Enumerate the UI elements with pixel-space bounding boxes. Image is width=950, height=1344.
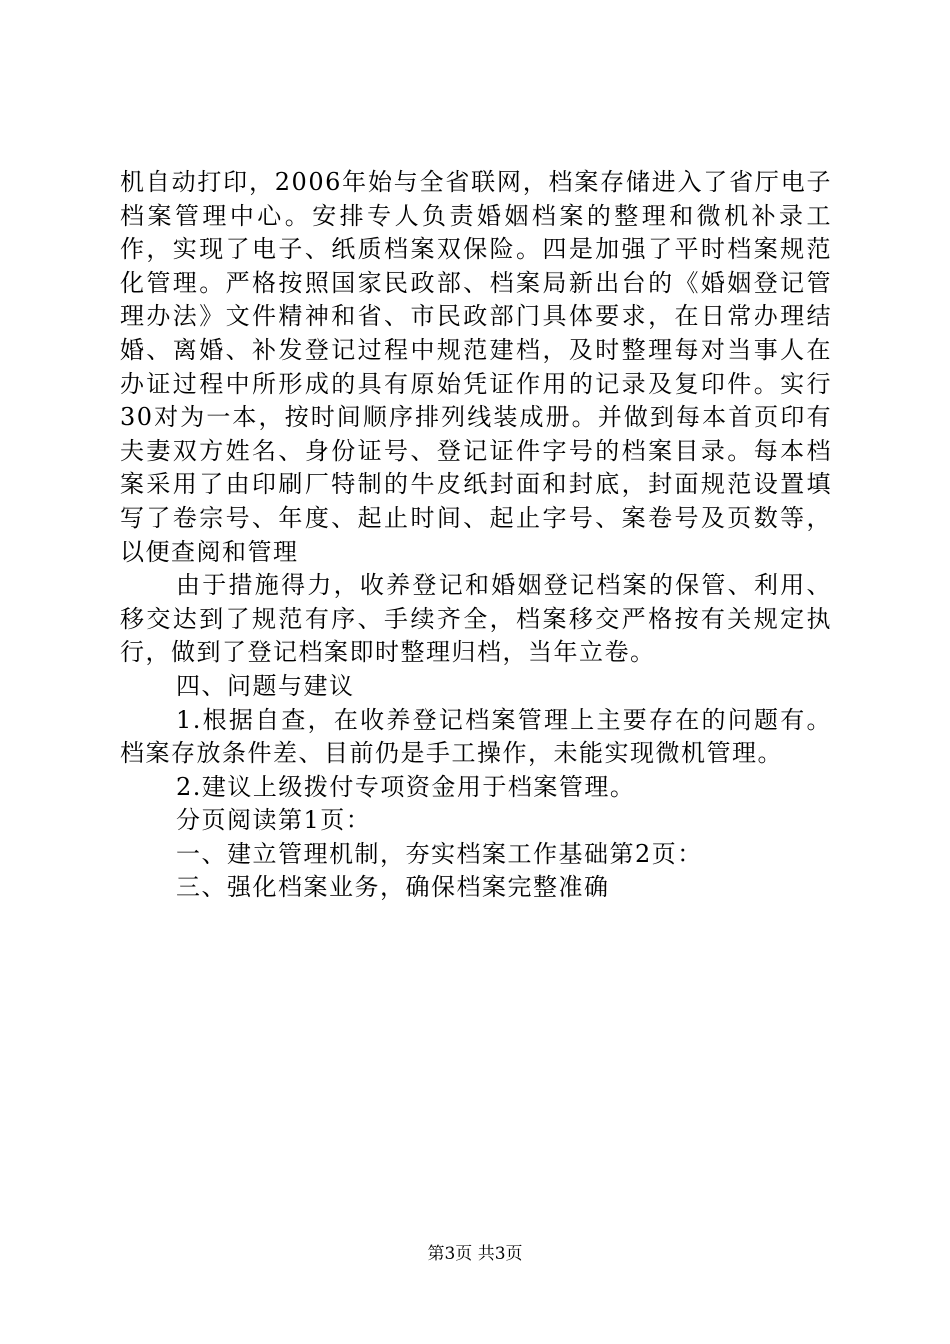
section-heading-problems: 四、问题与建议 bbox=[176, 671, 355, 700]
paragraph-measures-effective: 由于措施得力，收养登记和婚姻登记档案的保管、利用、移交达到了规范有序、手续齐全，档案移交严格按有关规定执行，做到了登记档案即时整理归档，当年立卷。 bbox=[120, 571, 832, 667]
paragraph-archive-management: 机自动打印，2006年始与全省联网，档案存储进入了省厅电子档案管理中心。安排专人负责婚姻档案的整理和微机补录工作，实现了电子、纸质档案双保险。四是加强了平时档案规范化管理。严格按照国家民政部、档案局新出台的《婚姻登记管理办法》文件精神和省、市民政部门具体要求，在日常办理结婚、离婚、补发登记过程中规范建档，及时整理每对当事人在办证过程中所形成的具有原始凭证作用的记录及复印件。实行30对为一本，按时间顺序排列线装成册。并做到每本首页印有夫妻双方姓名、身份证号、登记证件字号的档案目录。每本档案采用了由印刷厂特制的牛皮纸封面和封底，封面规范设置填写了卷宗号、年度、起止时间、起止字号、案卷号及页数等，以便查阅和管理 bbox=[120, 168, 832, 566]
pagination-reading-page-1: 分页阅读第1页： bbox=[176, 806, 372, 835]
paragraph-problem-1: 1.根据自查，在收养登记档案管理上主要存在的问题有。档案存放条件差、目前仍是手工操作，未能实现微机管理。 bbox=[120, 705, 832, 768]
pagination-link-section-1: 一、建立管理机制，夯实档案工作基础第2页： bbox=[176, 839, 703, 868]
document-body bbox=[120, 166, 832, 905]
paragraph-suggestion-2: 2.建议上级拨付专项资金用于档案管理。 bbox=[176, 772, 636, 801]
pagination-link-section-3: 三、强化档案业务，确保档案完整准确 bbox=[176, 873, 610, 902]
page-footer: 第3页 共3页 bbox=[427, 1244, 523, 1264]
